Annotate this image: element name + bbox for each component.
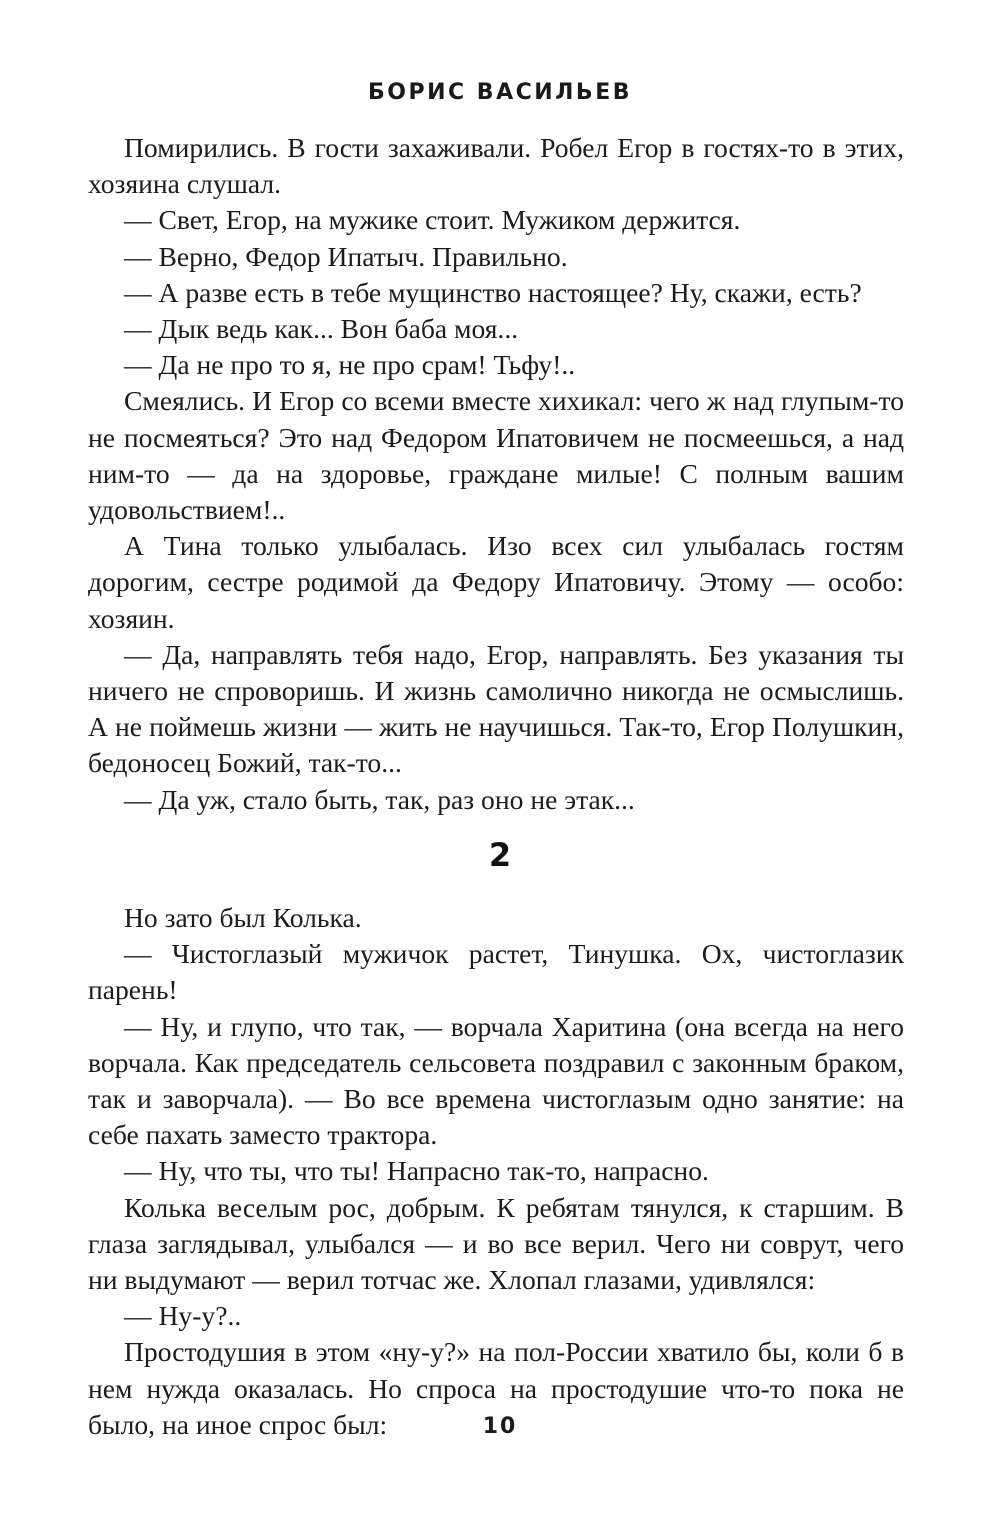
chapter-number: 2 (488, 836, 512, 874)
paragraph: — Чистоглазый мужичок растет, Тинушка. Ох, чистоглазик парень! (88, 938, 904, 1006)
paragraph: — А разве есть в тебе мущинство настоящее? Ну, скажи, есть? (124, 276, 862, 308)
paragraph: — Свет, Егор, на мужике стоит. Мужиком держится. (124, 204, 741, 236)
paragraph: — Да уж, стало быть, так, раз оно не этак... (124, 783, 635, 815)
paragraph: — Да, направлять тебя надо, Егор, направлять. Без указания ты ничего не спроворишь. И жизнь самолично никогда не осмыслишь. А не поймешь жизни — жить не научишься. Так-то, Егор Полушкин, бедоносец Божий, так-то... (88, 638, 904, 779)
paragraph: Смеялись. И Егор со всеми вместе хихикал: чего ж над глупым-то не посмеяться? Это над Федором Ипатовичем не посмеешься, а над ним-то — да на здоровье, граждане милые! С полным вашим удовольствием!.. (88, 385, 904, 526)
paragraph: А Тина только улыбалась. Изо всех сил улыбалась гостям дорогим, сестре родимой да Федору Ипатовичу. Этому — особо: хозяин. (88, 530, 904, 634)
running-head-author: БОРИС ВАСИЛЬЕВ (367, 80, 632, 105)
paragraph: — Дык ведь как... Вон баба моя... (124, 313, 519, 345)
text-section-2 (88, 900, 904, 1443)
paragraph: — Ну-у?.. (124, 1300, 242, 1332)
paragraph: Простодушия в этом «ну-у?» на пол-России хватило бы, коли б в нем нужда оказалась. Но спроса на простодушие что-то пока не было, на иное спрос был: (88, 1336, 904, 1440)
paragraph: Помирились. В гости захаживали. Робел Егор в гостях-то в этих, хозяина слушал. (88, 132, 904, 200)
paragraph: — Верно, Федор Ипатыч. Правильно. (124, 240, 568, 272)
paragraph: Но зато был Колька. (124, 902, 362, 933)
paragraph: — Ну, что ты, что ты! Напрасно так-то, напрасно. (124, 1155, 709, 1187)
page-number: 10 (482, 1414, 518, 1439)
paragraph: Колька веселым рос, добрым. К ребятам тянулся, к старшим. В глаза заглядывал, улыбался — и во все верил. Чего ни соврут, чего ни выдумают — верил тотчас же. Хлопал глазами, удивлялся: (88, 1191, 904, 1296)
paragraph: — Да не про то я, не про срам! Тьфу!.. (124, 349, 576, 381)
text-section-1 (88, 130, 904, 818)
paragraph: — Ну, и глупо, что так, — ворчала Харитина (она всегда на него ворчала. Как председатель сельсовета поздравил с законным браком, так и заворчала). — Во все времена чистоглазым одно занятие: на себе пахать заместо трактора. (88, 1010, 904, 1151)
